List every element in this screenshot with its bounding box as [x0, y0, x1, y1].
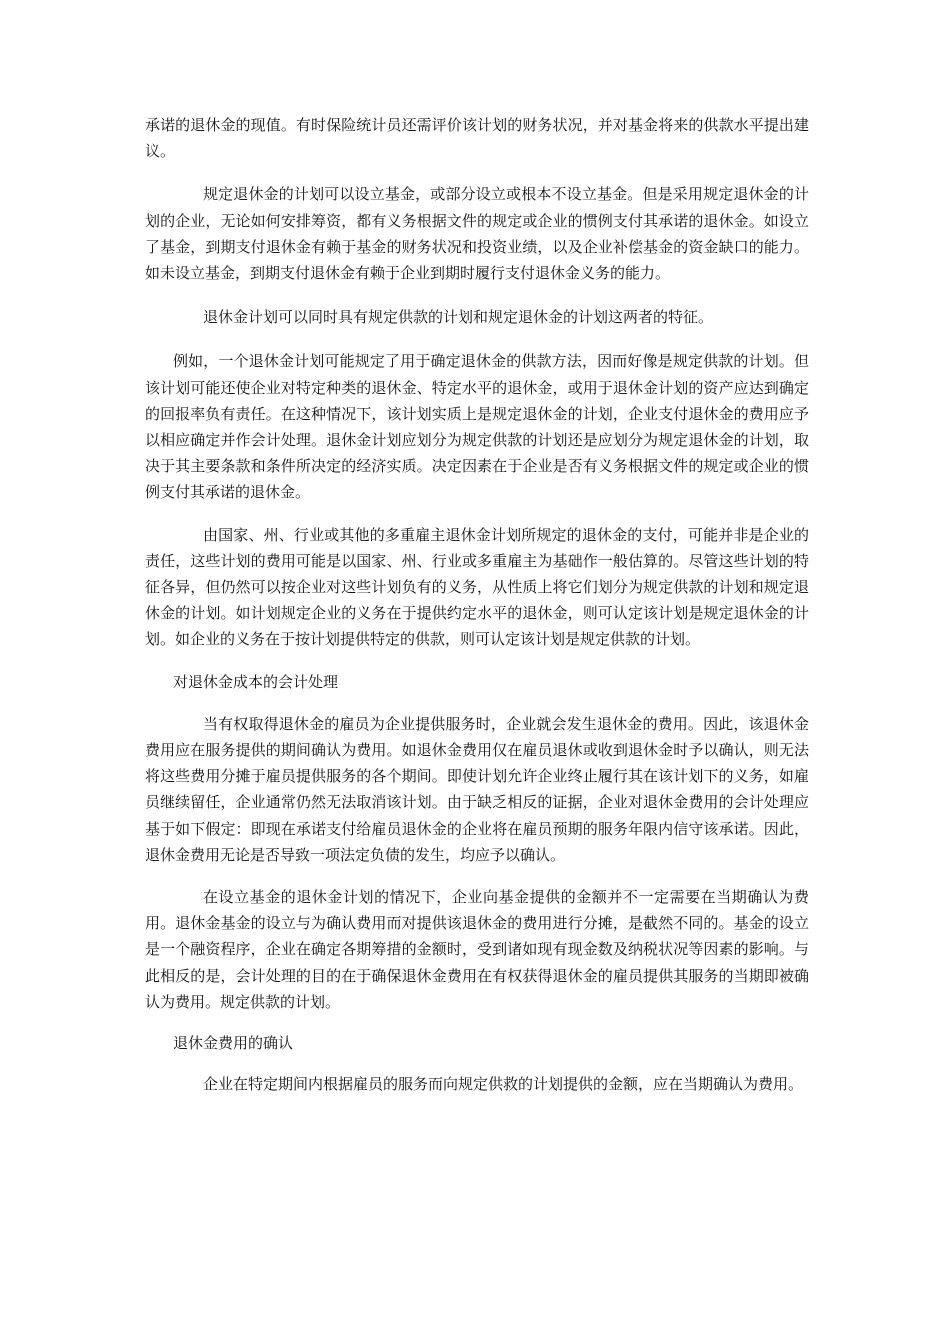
paragraph-8: 企业在特定期间内根据雇员的服务而向规定供救的计划提供的金额，应在当期确认为费用。 — [203, 1075, 804, 1094]
section-heading-pension-cost-accounting: 对退休金成本的会计处理 — [173, 672, 339, 691]
paragraph-4: 例如，一个退休金计划可能规定了用于确定退休金的供款方法，因而好像是规定供款的计划。但该计划可能还使企业对特定种类的退休金、特定水平的退休金，或用于退休金计划的资产应达到确定的回报率负有责任。在这种情况下，该计划实质上是规定退休金的计划，企业支付退休金的费用应予以相应确定并作会计处理。退休金计划应划分为规定供款的计划还是应划分为规定退休金的计划，取决于其主要条款和条件所决定的经济实质。决定因素在于企业是否有义务根据文件的规定或企业的惯例支付其承诺的退休金。 — [145, 352, 809, 502]
paragraph-3: 退休金计划可以同时具有规定供款的计划和规定退休金的计划这两者的特征。 — [203, 308, 714, 327]
paragraph-1: 承诺的退休金的现值。有时保险统计员还需评价该计划的财务状况，并对基金将来的供款水平提出建议。 — [145, 116, 809, 161]
document-page — [145, 112, 809, 1098]
paragraph-6: 当有权取得退休金的雇员为企业提供服务时，企业就会发生退休金的费用。因此，该退休金费用应在服务提供的期间确认为费用。如退休金费用仅在雇员退休或收到退休金时予以确认，则无法将这些费用分摊于雇员提供服务的各个期间。即使计划允许企业终止履行其在该计划下的义务，如雇员继续留任，企业通常仍然无法取消该计划。由于缺乏相反的证据，企业对退休金费用的会计处理应基于如下假定：即现在承诺支付给雇员退休金的企业将在雇员预期的服务年限内信守该承诺。因此，退休金费用无论是否导致一项法定负债的发生，均应予以确认。 — [145, 714, 809, 864]
paragraph-5: 由国家、州、行业或其他的多重雇主退休金计划所规定的退休金的支付，可能并非是企业的责任，这些计划的费用可能是以国家、州、行业或多重雇主为基础作一般估算的。尽管这些计划的特征各异，但仍然可以按企业对这些计划负有的义务，从性质上将它们划分为规定供款的计划和规定退休金的计划。如计划规定企业的义务在于提供约定水平的退休金，则可认定该计划是规定退休金的计划。如企业的义务在于按计划提供特定的供款，则可认定该计划是规定供款的计划。 — [145, 525, 809, 649]
paragraph-2: 规定退休金的计划可以设立基金，或部分设立或根本不设立基金。但是采用规定退休金的计划的企业，无论如何安排筹资，都有义务根据文件的规定或企业的惯例支付其承诺的退休金。如设立了基金，到期支付退休金有赖于基金的财务状况和投资业绩，以及企业补偿基金的资金缺口的能力。如未设立基金，到期支付退休金有赖于企业到期时履行支付退休金义务的能力。 — [145, 185, 809, 283]
section-heading-pension-expense-recognition: 退休金费用的确认 — [173, 1034, 294, 1053]
paragraph-7: 在设立基金的退休金计划的情况下，企业向基金提供的金额并不一定需要在当期确认为费用。退休金基金的设立与为确认费用而对提供该退休金的费用进行分摊，是截然不同的。基金的设立是一个融资程序，企业在确定各期筹措的金额时，受到诸如现有现金数及纳税状况等因素的影响。与此相反的是，会计处理的目的在于确保退休金费用在有权获得退休金的雇员提供其服务的当期即被确认为费用。规定供款的计划。 — [145, 888, 809, 1011]
